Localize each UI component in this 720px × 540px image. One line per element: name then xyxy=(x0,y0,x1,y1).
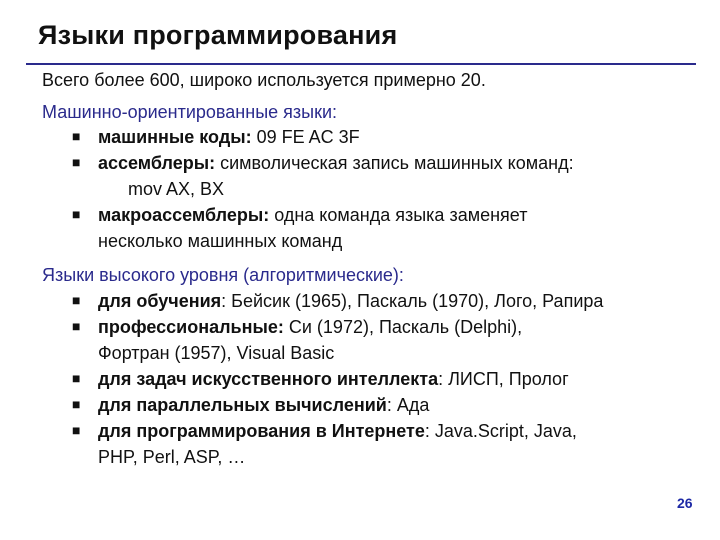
high-item-3 xyxy=(98,368,569,390)
high-item-5 xyxy=(98,420,577,442)
machine-item-1-text: 09 FE AC 3F xyxy=(251,127,360,147)
bullet-icon: ■ xyxy=(72,206,81,222)
high-item-2-continuation: Фортран (1957), Visual Basic xyxy=(98,343,335,363)
page-number: 26 xyxy=(677,495,693,511)
machine-item-3-text: одна команда языка заменяет xyxy=(269,205,528,225)
high-item-4-text: : Ада xyxy=(386,395,430,415)
high-item-5-continuation: PHP, Perl, ASP, … xyxy=(98,447,246,467)
high-item-5-term: для программирования в Интернете xyxy=(98,421,425,441)
high-item-4-term: для параллельных вычислений xyxy=(98,395,387,415)
bullet-icon: ■ xyxy=(72,318,81,334)
high-item-4 xyxy=(98,394,429,416)
high-item-1-text: : Бейсик (1965), Паскаль (1970), Лого, Рапира xyxy=(221,291,604,311)
machine-item-1-term: машинные коды: xyxy=(98,127,252,147)
machine-item-3-term: макроассемблеры: xyxy=(98,205,270,225)
high-item-3-text: : ЛИСП, Пролог xyxy=(438,369,569,389)
high-item-2 xyxy=(98,316,522,338)
machine-item-3 xyxy=(98,204,527,226)
high-item-1-term: для обучения xyxy=(98,291,222,311)
high-item-5-text: : Java.Script, Java, xyxy=(424,421,577,441)
machine-item-3-continuation: несколько машинных команд xyxy=(98,231,343,251)
high-level-languages-heading: Языки высокого уровня (алгоритмические): xyxy=(42,265,404,285)
machine-item-2-text: символическая запись машинных команд: xyxy=(215,153,574,173)
slide-title: Языки программирования xyxy=(38,20,398,50)
high-item-2-text: Си (1972), Паскаль (Delphi), xyxy=(283,317,523,337)
bullet-icon: ■ xyxy=(72,292,81,308)
machine-item-2-term: ассемблеры: xyxy=(98,153,216,173)
machine-item-2 xyxy=(98,152,574,174)
intro-text: Всего более 600, широко используется примерно 20. xyxy=(42,70,486,90)
high-item-3-term: для задач искусственного интеллекта xyxy=(98,369,439,389)
high-item-2-term: профессиональные: xyxy=(98,317,284,337)
high-item-1 xyxy=(98,290,603,312)
machine-languages-heading: Машинно-ориентированные языки: xyxy=(42,102,338,122)
bullet-icon: ■ xyxy=(72,154,81,170)
machine-item-1 xyxy=(98,126,360,148)
bullet-icon: ■ xyxy=(72,128,81,144)
machine-item-2-continuation: mov AX, BX xyxy=(128,179,225,199)
bullet-icon: ■ xyxy=(72,370,81,386)
bullet-icon: ■ xyxy=(72,396,81,412)
bullet-icon: ■ xyxy=(72,422,81,438)
title-underline xyxy=(26,63,696,65)
